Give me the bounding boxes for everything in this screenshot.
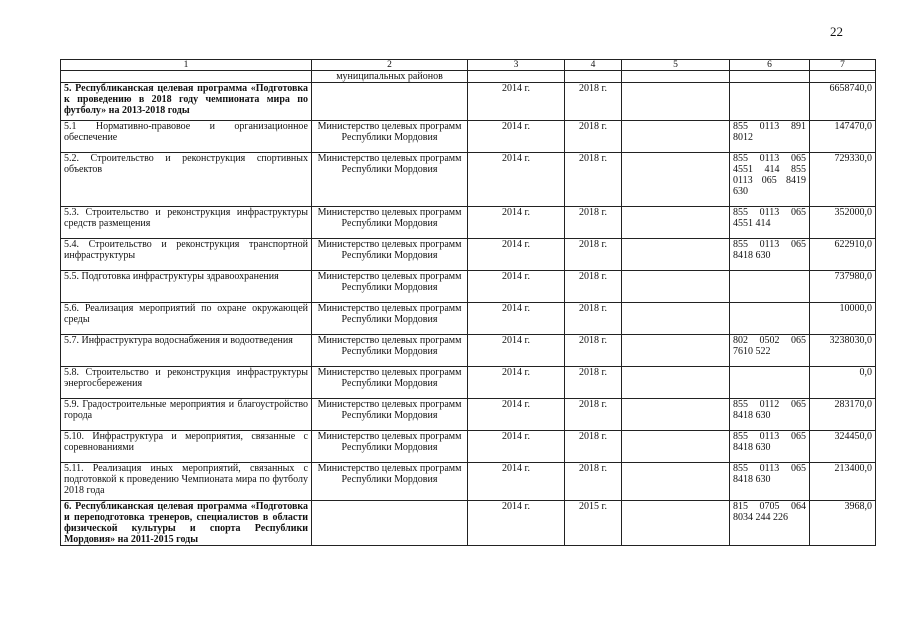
column-5-cell (622, 303, 730, 335)
executor-cell: Министерство целевых программ Республики Мордовия (312, 303, 468, 335)
column-5-cell (622, 83, 730, 121)
executor-cell: Министерство целевых программ Республики Мордовия (312, 463, 468, 501)
budget-code-cell (730, 271, 810, 303)
amount-cell: 6658740,0 (810, 83, 876, 121)
header-cell-6: 6 (730, 60, 810, 71)
start-year-cell: 2014 г. (468, 501, 565, 546)
header-cell-7: 7 (810, 60, 876, 71)
continuation-text: муниципальных районов (312, 71, 468, 83)
continuation-row (61, 71, 876, 83)
end-year-cell: 2018 г. (565, 431, 622, 463)
amount-cell: 283170,0 (810, 399, 876, 431)
executor-cell (312, 83, 468, 121)
program-name: 5.1 Нормативно-правовое и организационное обеспечение (61, 121, 312, 153)
amount-cell: 147470,0 (810, 121, 876, 153)
program-name: 5.9. Градостроительные мероприятия и благоустройство города (61, 399, 312, 431)
program-name: 5.11. Реализация иных мероприятий, связанных с подготовкой к проведению Чемпионата мира по футболу 2018 года (61, 463, 312, 501)
header-cell-5: 5 (622, 60, 730, 71)
amount-cell: 213400,0 (810, 463, 876, 501)
budget-code-cell: 855 0113 065 8418 630 (730, 463, 810, 501)
budget-code-cell (730, 83, 810, 121)
table-row (61, 153, 876, 207)
budget-code-cell: 855 0113 065 4551 414 855 0113 065 8419 630 (730, 153, 810, 207)
table-row (61, 367, 876, 399)
program-name: 5.4. Строительство и реконструкция транспортной инфраструктуры (61, 239, 312, 271)
amount-cell: 737980,0 (810, 271, 876, 303)
executor-cell: Министерство целевых программ Республики Мордовия (312, 367, 468, 399)
column-5-cell (622, 431, 730, 463)
column-5-cell (622, 463, 730, 501)
start-year-cell: 2014 г. (468, 83, 565, 121)
start-year-cell: 2014 г. (468, 303, 565, 335)
start-year-cell: 2014 г. (468, 271, 565, 303)
amount-cell: 10000,0 (810, 303, 876, 335)
end-year-cell: 2018 г. (565, 463, 622, 501)
end-year-cell: 2018 г. (565, 335, 622, 367)
executor-cell: Министерство целевых программ Республики Мордовия (312, 239, 468, 271)
header-row (61, 60, 876, 71)
end-year-cell: 2018 г. (565, 83, 622, 121)
program-name: 5.3. Строительство и реконструкция инфраструктуры средств размещения (61, 207, 312, 239)
start-year-cell: 2014 г. (468, 239, 565, 271)
program-name: 5.10. Инфраструктура и мероприятия, связанные с соревнованиями (61, 431, 312, 463)
header-cell-3: 3 (468, 60, 565, 71)
end-year-cell: 2018 г. (565, 399, 622, 431)
end-year-cell: 2018 г. (565, 239, 622, 271)
end-year-cell: 2018 г. (565, 121, 622, 153)
table-row (61, 271, 876, 303)
executor-cell: Министерство целевых программ Республики Мордовия (312, 271, 468, 303)
executor-cell: Министерство целевых программ Республики Мордовия (312, 335, 468, 367)
budget-table (60, 59, 876, 546)
executor-cell: Министерство целевых программ Республики Мордовия (312, 121, 468, 153)
executor-cell (312, 501, 468, 546)
end-year-cell: 2018 г. (565, 153, 622, 207)
end-year-cell: 2018 г. (565, 207, 622, 239)
end-year-cell: 2018 г. (565, 303, 622, 335)
table-row (61, 335, 876, 367)
amount-cell: 729330,0 (810, 153, 876, 207)
amount-cell: 324450,0 (810, 431, 876, 463)
program-name: 5.8. Строительство и реконструкция инфраструктуры энергосбережения (61, 367, 312, 399)
budget-code-cell (730, 367, 810, 399)
table-row (61, 121, 876, 153)
header-cell-2: 2 (312, 60, 468, 71)
header-cell-4: 4 (565, 60, 622, 71)
budget-code-cell: 855 0113 065 8418 630 (730, 431, 810, 463)
table-row (61, 239, 876, 271)
start-year-cell: 2014 г. (468, 207, 565, 239)
amount-cell: 3968,0 (810, 501, 876, 546)
column-5-cell (622, 121, 730, 153)
column-5-cell (622, 501, 730, 546)
table-row (61, 83, 876, 121)
budget-code-cell: 855 0113 065 4551 414 (730, 207, 810, 239)
budget-code-cell: 855 0112 065 8418 630 (730, 399, 810, 431)
budget-code-cell (730, 303, 810, 335)
program-name: 5. Республиканская целевая программа «Подготовка к проведению в 2018 году чемпионата мира по футболу» на 2013-2018 годы (61, 83, 312, 121)
column-5-cell (622, 399, 730, 431)
executor-cell: Министерство целевых программ Республики Мордовия (312, 153, 468, 207)
program-name: 5.6. Реализация мероприятий по охране окружающей среды (61, 303, 312, 335)
executor-cell: Министерство целевых программ Республики Мордовия (312, 207, 468, 239)
header-cell-1: 1 (61, 60, 312, 71)
executor-cell: Министерство целевых программ Республики Мордовия (312, 431, 468, 463)
program-name: 5.2. Строительство и реконструкция спортивных объектов (61, 153, 312, 207)
start-year-cell: 2014 г. (468, 463, 565, 501)
budget-code-cell: 855 0113 065 8418 630 (730, 239, 810, 271)
program-name: 5.7. Инфраструктура водоснабжения и водоотведения (61, 335, 312, 367)
budget-code-cell: 815 0705 064 8034 244 226 (730, 501, 810, 546)
table-row (61, 501, 876, 546)
program-name: 6. Республиканская целевая программа «Подготовка и переподготовка тренеров, специалистов в области физической культуры и спорта Республики Мордовия» на 2011-2015 годы (61, 501, 312, 546)
column-5-cell (622, 207, 730, 239)
start-year-cell: 2014 г. (468, 121, 565, 153)
start-year-cell: 2014 г. (468, 431, 565, 463)
amount-cell: 352000,0 (810, 207, 876, 239)
start-year-cell: 2014 г. (468, 367, 565, 399)
table-row (61, 463, 876, 501)
end-year-cell: 2015 г. (565, 501, 622, 546)
program-name: 5.5. Подготовка инфраструктуры здравоохранения (61, 271, 312, 303)
column-5-cell (622, 271, 730, 303)
table-row (61, 431, 876, 463)
table-row (61, 399, 876, 431)
table-row (61, 207, 876, 239)
amount-cell: 622910,0 (810, 239, 876, 271)
start-year-cell: 2014 г. (468, 399, 565, 431)
end-year-cell: 2018 г. (565, 271, 622, 303)
column-5-cell (622, 239, 730, 271)
column-5-cell (622, 335, 730, 367)
start-year-cell: 2014 г. (468, 335, 565, 367)
column-5-cell (622, 153, 730, 207)
amount-cell: 3238030,0 (810, 335, 876, 367)
budget-code-cell: 855 0113 891 8012 (730, 121, 810, 153)
end-year-cell: 2018 г. (565, 367, 622, 399)
amount-cell: 0,0 (810, 367, 876, 399)
page-number: 22 (830, 24, 843, 39)
start-year-cell: 2014 г. (468, 153, 565, 207)
column-5-cell (622, 367, 730, 399)
table-row (61, 303, 876, 335)
budget-code-cell: 802 0502 065 7610 522 (730, 335, 810, 367)
executor-cell: Министерство целевых программ Республики Мордовия (312, 399, 468, 431)
